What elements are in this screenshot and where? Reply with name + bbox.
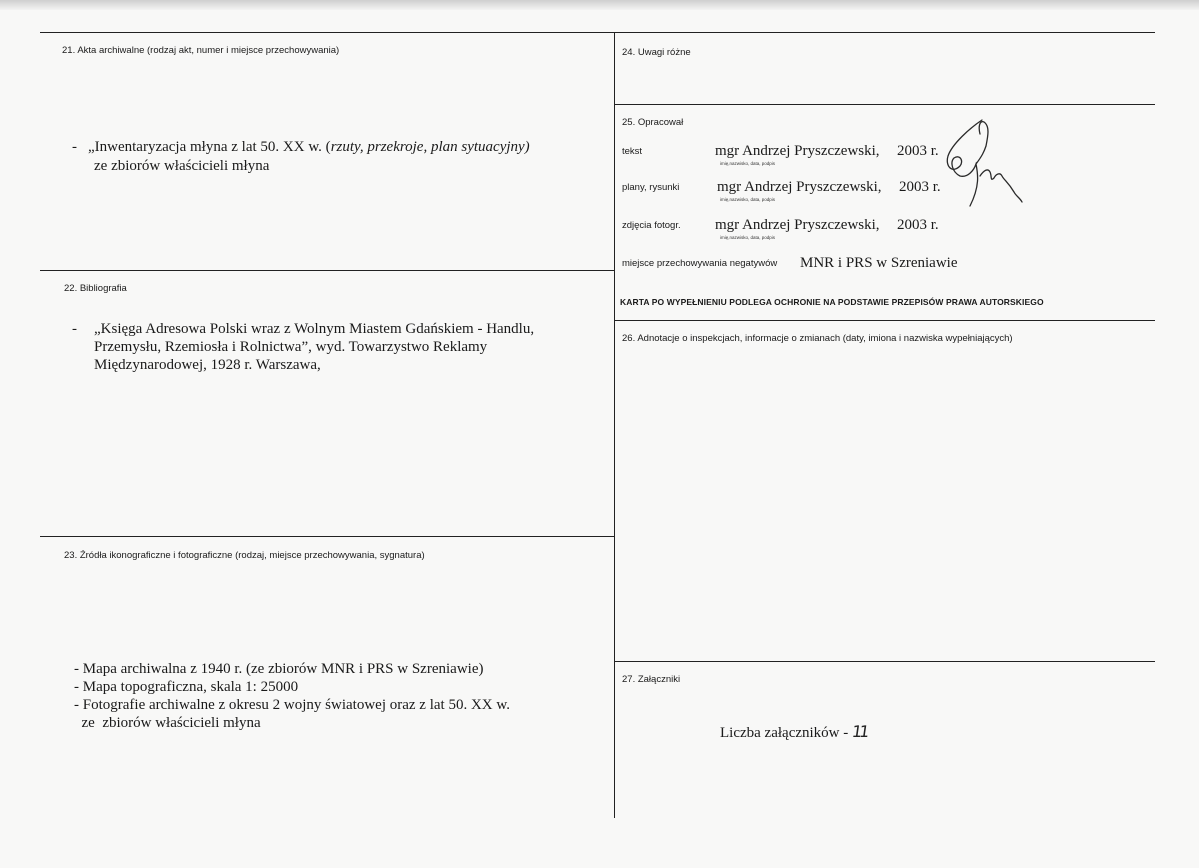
entry-text: „Inwentaryzacja młyna z lat 50. XX w. ( [88, 139, 331, 155]
author-year-drawings: 2003 r. [899, 179, 941, 195]
section-23-title: 23. Źródła ikonograficzne i fotograficzne (rodzaj, miejsce przechowywania, sygnatura) [64, 550, 425, 561]
section-21-entry-line2: ze zbiorów właścicieli młyna [94, 158, 270, 174]
divider-21-22 [40, 270, 614, 271]
copyright-notice: KARTA PO WYPEŁNIENIU PODLEGA OCHRONIE NA PODSTAWIE PRZEPISÓW PRAWA AUTORSKIEGO [620, 297, 1044, 307]
bibliography-line-2: Przemysłu, Rzemiosła i Rolnictwa”, wyd. Towarzystwo Reklamy [94, 339, 488, 355]
author-year-text: 2003 r. [897, 143, 939, 159]
row-label-text: tekst [622, 146, 643, 157]
iconography-item-2: - Mapa topograficzna, skala 1: 25000 [74, 679, 299, 695]
author-name-text: mgr Andrzej Pryszczewski, [715, 143, 880, 159]
bibliography-line-1: „Księga Adresowa Polski wraz z Wolnym Miastem Gdańskiem - Handlu, [94, 321, 535, 337]
row-label-photos: zdjęcia fotogr. [622, 220, 681, 231]
iconography-item-4: ze zbiorów właścicieli młyna [74, 715, 261, 731]
caption-text: imię,nazwisko, data, podpis [720, 161, 776, 166]
section-25-title: 25. Opracował [622, 117, 684, 128]
section-21-entry [72, 138, 530, 156]
row-label-drawings: plany, rysunki [622, 182, 680, 193]
negatives-value: MNR i PRS w Szreniawie [800, 255, 958, 271]
section-22-dash: - [72, 321, 77, 337]
attachments-count: 11 [850, 722, 868, 741]
entry-italic-text: rzuty, przekroje, plan sytuacyjny) [330, 139, 530, 155]
section-24-title: 24. Uwagi różne [622, 47, 691, 58]
author-name-drawings: mgr Andrzej Pryszczewski, [717, 179, 882, 195]
divider-26-27 [614, 661, 1155, 662]
iconography-item-3: - Fotografie archiwalne z okresu 2 wojny światowej oraz z lat 50. XX w. [74, 697, 510, 713]
bullet-dash: - [72, 139, 77, 155]
caption-drawings: imię,nazwisko, data, podpis [720, 197, 776, 202]
section-21-title: 21. Akta archiwalne (rodzaj akt, numer i miejsce przechowywania) [62, 45, 340, 56]
signature-icon [930, 116, 1025, 216]
caption-photos: imię,nazwisko, data, podpis [720, 235, 776, 240]
divider-25-26 [614, 320, 1155, 321]
top-border [40, 32, 1155, 33]
attachments-count-row [720, 723, 866, 742]
iconography-item-1: - Mapa archiwalna z 1940 r. (ze zbiorów MNR i PRS w Szreniawie) [74, 661, 484, 677]
author-name-photos: mgr Andrzej Pryszczewski, [715, 217, 880, 233]
divider-24-25 [614, 104, 1155, 105]
column-divider [614, 32, 615, 818]
section-27-title: 27. Załączniki [622, 674, 681, 685]
bibliography-line-3: Międzynarodowej, 1928 r. Warszawa, [94, 357, 321, 373]
negatives-label: miejsce przechowywania negatywów [622, 258, 778, 269]
scan-edge [0, 0, 1199, 10]
section-26-title: 26. Adnotacje o inspekcjach, informacje o zmianach (daty, imiona i nazwiska wypełniających) [622, 333, 1013, 344]
attachments-label: Liczba załączników - [720, 725, 849, 741]
author-year-photos: 2003 r. [897, 217, 939, 233]
divider-22-23 [40, 536, 614, 537]
section-22-title: 22. Bibliografia [64, 283, 127, 294]
